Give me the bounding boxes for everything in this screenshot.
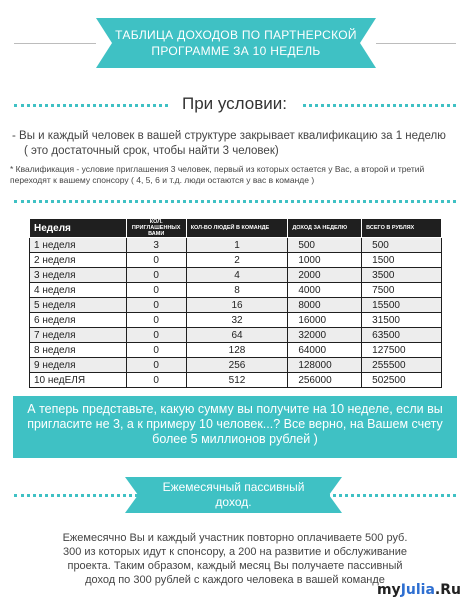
cell-total: 502500 <box>362 373 442 388</box>
cell-total: 3500 <box>362 268 442 283</box>
passive-title-line1: Ежемесячный пассивный <box>162 480 305 494</box>
cell-week: 4 неделя <box>30 283 127 298</box>
highlight-line2: пригласите не 3, а к примеру 10 человек...? Все верно, на Вашем счету <box>27 417 443 431</box>
cell-team: 512 <box>186 373 288 388</box>
cell-income: 2000 <box>288 268 362 283</box>
cell-team: 2 <box>186 253 288 268</box>
cell-week: 5 неделя <box>30 298 127 313</box>
table-row <box>30 238 442 253</box>
cell-income: 128000 <box>288 358 362 373</box>
highlight-line1: А теперь представьте, какую сумму вы получите на 10 неделе, если вы <box>27 402 443 416</box>
cell-income: 16000 <box>288 313 362 328</box>
cell-total: 255500 <box>362 358 442 373</box>
table-row <box>30 253 442 268</box>
table-row <box>30 313 442 328</box>
passive-title-line2: доход. <box>215 495 252 509</box>
header-ribbon-right <box>360 18 376 68</box>
cell-week: 1 неделя <box>30 238 127 253</box>
dotted-divider-middle <box>14 200 456 203</box>
cell-invited: 0 <box>126 268 186 283</box>
cell-invited: 3 <box>126 238 186 253</box>
passive-line3: проекта. Таким образом, каждый месяц Вы получаете пассивный <box>67 560 403 572</box>
cell-total: 31500 <box>362 313 442 328</box>
cell-total: 7500 <box>362 283 442 298</box>
header-title-line2: ПРОГРАММЕ ЗА 10 НЕДЕЛЬ <box>151 44 321 58</box>
header-invited: КОЛ. ПРИГЛАШЕННЫХ ВАМИ <box>126 219 186 238</box>
cell-invited: 0 <box>126 298 186 313</box>
watermark-prefix: my <box>376 582 401 598</box>
cell-invited: 0 <box>126 343 186 358</box>
cell-week: 3 неделя <box>30 268 127 283</box>
cell-income: 1000 <box>288 253 362 268</box>
cell-team: 1 <box>186 238 288 253</box>
cell-income: 64000 <box>288 343 362 358</box>
cell-team: 256 <box>186 358 288 373</box>
cell-total: 1500 <box>362 253 442 268</box>
header-team-size: КОЛ-ВО ЛЮДЕЙ В КОМАНДЕ <box>186 219 288 238</box>
cell-week: 2 неделя <box>30 253 127 268</box>
watermark-accent: Julia <box>400 582 435 598</box>
passive-line1: Ежемесячно Вы и каждый участник повторно оплачиваете 500 руб. <box>62 532 408 544</box>
cell-invited: 0 <box>126 283 186 298</box>
cell-week: 8 неделя <box>30 343 127 358</box>
cell-income: 8000 <box>288 298 362 313</box>
cell-total: 15500 <box>362 298 442 313</box>
cell-week: 7 неделя <box>30 328 127 343</box>
cell-team: 4 <box>186 268 288 283</box>
header-ribbon-left <box>96 18 112 68</box>
cell-team: 32 <box>186 313 288 328</box>
passive-ribbon-left <box>125 477 138 513</box>
header-banner <box>112 18 360 68</box>
conditions-heading <box>0 94 469 114</box>
note-line2: переходят к вашему спонсору ( 4, 5, 6 и т.д. люди остаются у вас в команде ) <box>10 175 315 185</box>
table-row <box>30 298 442 313</box>
note-line1: * Квалификация - условие приглашения 3 человек, первый из которых остается у Вас, а второй и третий <box>10 164 425 174</box>
watermark-suffix: .Ru <box>434 582 461 598</box>
table-header-row <box>30 219 442 238</box>
table-row <box>30 268 442 283</box>
table-row <box>30 343 442 358</box>
header-total: ВСЕГО В РУБЛЯХ <box>362 219 442 238</box>
cell-week: 10 недЕЛЯ <box>30 373 127 388</box>
cell-total: 63500 <box>362 328 442 343</box>
header-right-line <box>376 43 456 44</box>
table-row <box>30 373 442 388</box>
conditions-title: При условии: <box>168 94 301 113</box>
cell-income: 32000 <box>288 328 362 343</box>
cell-team: 128 <box>186 343 288 358</box>
passive-ribbon-right <box>329 477 342 513</box>
cell-week: 9 неделя <box>30 358 127 373</box>
highlight-line3: более 5 миллионов рублей ) <box>152 432 318 446</box>
passive-line4: доход по 300 рублей с каждого человека в вашей команде <box>85 574 385 586</box>
cell-invited: 0 <box>126 358 186 373</box>
header-week: Неделя <box>30 219 127 238</box>
conditions-line2: ( это достаточный срок, чтобы найти 3 человек) <box>24 145 279 157</box>
cell-invited: 0 <box>126 313 186 328</box>
cell-income: 4000 <box>288 283 362 298</box>
conditions-line1: - Вы и каждый человек в вашей структуре закрывает квалификацию за 1 неделю <box>12 130 446 142</box>
table-row <box>30 358 442 373</box>
cell-income: 500 <box>288 238 362 253</box>
income-table <box>29 218 442 388</box>
header-weekly-income: ДОХОД ЗА НЕДЕЛЮ <box>288 219 362 238</box>
passive-banner <box>138 477 329 513</box>
cell-week: 6 неделя <box>30 313 127 328</box>
site-watermark <box>377 582 461 598</box>
cell-team: 16 <box>186 298 288 313</box>
table-row <box>30 328 442 343</box>
passive-text <box>20 531 450 587</box>
cell-invited: 0 <box>126 373 186 388</box>
highlight-box <box>13 396 457 458</box>
header-left-line <box>14 43 96 44</box>
table-row <box>30 283 442 298</box>
cell-team: 8 <box>186 283 288 298</box>
cell-income: 256000 <box>288 373 362 388</box>
cell-total: 127500 <box>362 343 442 358</box>
cell-total: 500 <box>362 238 442 253</box>
conditions-text <box>12 129 446 159</box>
cell-invited: 0 <box>126 328 186 343</box>
header-title-line1: ТАБЛИЦА ДОХОДОВ ПО ПАРТНЕРСКОЙ <box>115 28 357 42</box>
cell-team: 64 <box>186 328 288 343</box>
cell-invited: 0 <box>126 253 186 268</box>
qualification-note <box>10 164 460 186</box>
passive-line2: 300 из которых идут к спонсору, а 200 на развитие и обслуживание <box>62 546 408 558</box>
